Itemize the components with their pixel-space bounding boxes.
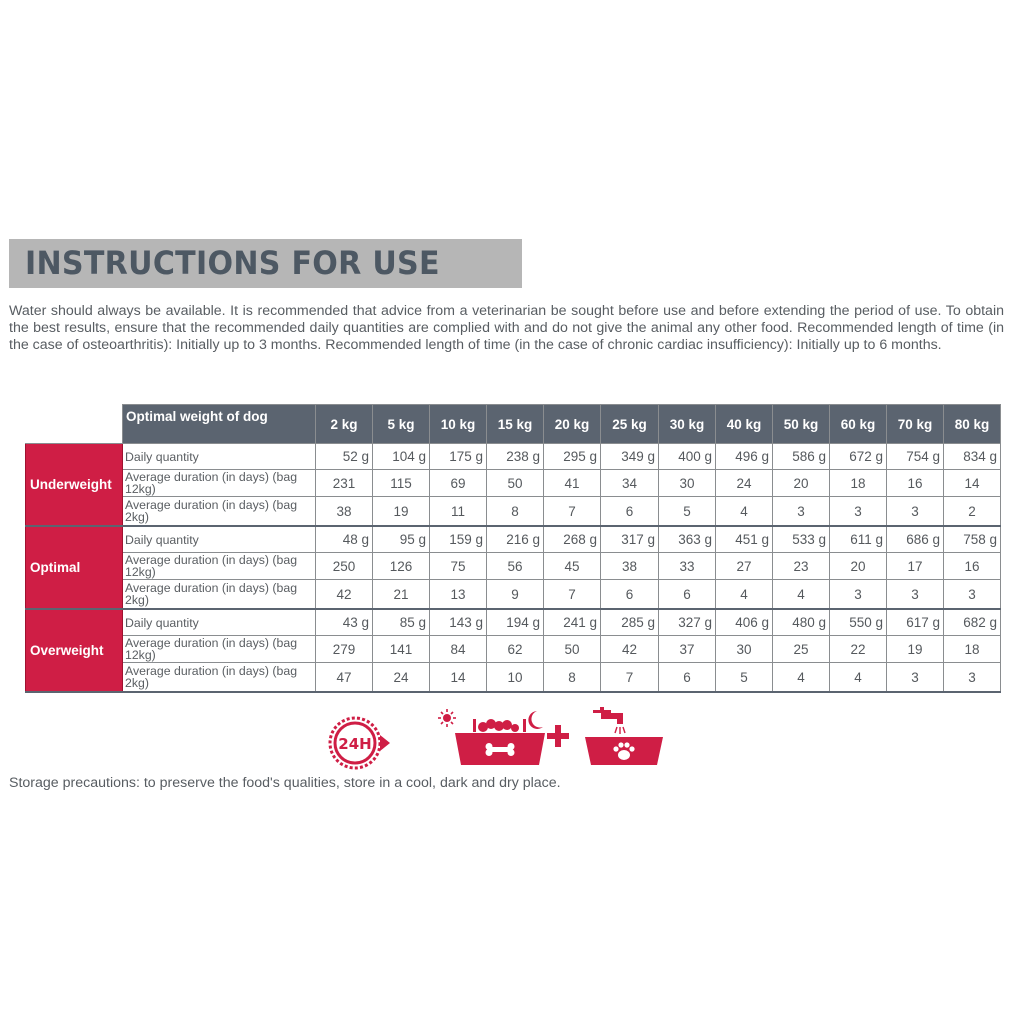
table-cell: 586 g — [773, 444, 830, 470]
table-cell: 317 g — [601, 526, 659, 553]
table-cell: 754 g — [887, 444, 944, 470]
table-row — [26, 497, 1001, 527]
table-cell: 42 — [316, 580, 373, 610]
table-cell: 18 — [944, 636, 1001, 663]
table-cell: 533 g — [773, 526, 830, 553]
table-cell: 3 — [830, 497, 887, 527]
row-label: Average duration (in days) (bag 12kg) — [123, 470, 316, 497]
group-label: Overweight — [26, 609, 123, 692]
table-row — [26, 470, 1001, 497]
row-label: Daily quantity — [123, 526, 316, 553]
clock-label: 24H — [338, 735, 372, 753]
row-label: Average duration (in days) (bag 2kg) — [123, 580, 316, 610]
table-cell: 279 — [316, 636, 373, 663]
header-weight: 70 kg — [887, 405, 944, 444]
table-cell: 268 g — [544, 526, 601, 553]
table-cell: 38 — [601, 553, 659, 580]
table-cell: 43 g — [316, 609, 373, 636]
water-bowl-tap-icon — [583, 707, 665, 769]
table-cell: 27 — [716, 553, 773, 580]
clock-24h-icon — [327, 713, 393, 773]
table-cell: 758 g — [944, 526, 1001, 553]
header-weight: 5 kg — [373, 405, 430, 444]
table-cell: 6 — [601, 580, 659, 610]
table-cell: 231 — [316, 470, 373, 497]
table-cell: 13 — [430, 580, 487, 610]
table-cell: 4 — [716, 580, 773, 610]
table-cell: 143 g — [430, 609, 487, 636]
table-cell: 18 — [830, 470, 887, 497]
table-cell: 682 g — [944, 609, 1001, 636]
table-cell: 5 — [659, 497, 716, 527]
table-cell: 84 — [430, 636, 487, 663]
table-cell: 19 — [887, 636, 944, 663]
table-cell: 3 — [944, 580, 1001, 610]
table-cell: 327 g — [659, 609, 716, 636]
title-band — [9, 239, 522, 288]
table-cell: 216 g — [487, 526, 544, 553]
table-cell: 50 — [487, 470, 544, 497]
row-label: Average duration (in days) (bag 12kg) — [123, 636, 316, 663]
table-cell: 42 — [601, 636, 659, 663]
table-cell: 41 — [544, 470, 601, 497]
table-cell: 115 — [373, 470, 430, 497]
table-cell: 24 — [373, 663, 430, 693]
table-cell: 7 — [544, 580, 601, 610]
table-cell: 2 — [944, 497, 1001, 527]
group-label: Optimal — [26, 526, 123, 609]
table-cell: 37 — [659, 636, 716, 663]
storage-precautions: Storage precautions: to preserve the food's qualities, store in a cool, dark and dry place. — [9, 775, 561, 791]
table-cell: 250 — [316, 553, 373, 580]
table-cell: 8 — [487, 497, 544, 527]
table-row — [26, 636, 1001, 663]
header-weight: 2 kg — [316, 405, 373, 444]
table-cell: 3 — [887, 580, 944, 610]
table-cell: 285 g — [601, 609, 659, 636]
plus-icon — [545, 723, 571, 749]
table-cell: 56 — [487, 553, 544, 580]
table-row — [26, 553, 1001, 580]
table-cell: 4 — [716, 497, 773, 527]
table-cell: 10 — [487, 663, 544, 693]
table-cell: 5 — [716, 663, 773, 693]
table-cell: 550 g — [830, 609, 887, 636]
icon-strip — [325, 707, 670, 773]
table-cell: 85 g — [373, 609, 430, 636]
food-bowl-day-night-icon — [433, 707, 553, 769]
table-cell: 400 g — [659, 444, 716, 470]
table-cell: 20 — [830, 553, 887, 580]
table-cell: 349 g — [601, 444, 659, 470]
table-cell: 14 — [944, 470, 1001, 497]
table-cell: 686 g — [887, 526, 944, 553]
row-label: Daily quantity — [123, 444, 316, 470]
table-cell: 241 g — [544, 609, 601, 636]
row-label: Daily quantity — [123, 609, 316, 636]
table-cell: 25 — [773, 636, 830, 663]
table-cell: 33 — [659, 553, 716, 580]
table-cell: 34 — [601, 470, 659, 497]
table-cell: 69 — [430, 470, 487, 497]
table-cell: 30 — [659, 470, 716, 497]
table-cell: 611 g — [830, 526, 887, 553]
header-weight: 40 kg — [716, 405, 773, 444]
table-cell: 4 — [830, 663, 887, 693]
page-title: INSTRUCTIONS FOR USE — [25, 244, 440, 282]
corner-cell — [26, 405, 123, 444]
table-cell: 406 g — [716, 609, 773, 636]
header-weight: 15 kg — [487, 405, 544, 444]
table-row — [26, 444, 1001, 470]
header-weight: 80 kg — [944, 405, 1001, 444]
table-cell: 30 — [716, 636, 773, 663]
table-cell: 52 g — [316, 444, 373, 470]
intro-paragraph: Water should always be available. It is recommended that advice from a veterinarian be sought before use and before extending the period of use. To obtain the best results, ensure that the recommended daily quantities are complied with and do not give the animal any other food. Recommended length of time (in the case of osteoarthritis): Initially up to 3 months. Recommended length of time (in the case of chronic cardiac insufficiency): Initially up to 6 months. — [9, 303, 1004, 353]
table-cell: 175 g — [430, 444, 487, 470]
table-cell: 45 — [544, 553, 601, 580]
table-cell: 3 — [773, 497, 830, 527]
table-cell: 238 g — [487, 444, 544, 470]
table-cell: 3 — [944, 663, 1001, 693]
table-cell: 47 — [316, 663, 373, 693]
table-cell: 126 — [373, 553, 430, 580]
header-weight: 20 kg — [544, 405, 601, 444]
header-weight: 60 kg — [830, 405, 887, 444]
table-cell: 75 — [430, 553, 487, 580]
table-cell: 295 g — [544, 444, 601, 470]
table-cell: 194 g — [487, 609, 544, 636]
table-row — [26, 609, 1001, 636]
feeding-table — [25, 404, 1001, 693]
table-row — [26, 526, 1001, 553]
table-cell: 834 g — [944, 444, 1001, 470]
header-weight-label: Optimal weight of dog — [123, 405, 316, 444]
table-cell: 23 — [773, 553, 830, 580]
table-cell: 48 g — [316, 526, 373, 553]
table-cell: 6 — [659, 663, 716, 693]
table-cell: 7 — [601, 663, 659, 693]
table-cell: 62 — [487, 636, 544, 663]
table-cell: 19 — [373, 497, 430, 527]
table-cell: 617 g — [887, 609, 944, 636]
table-cell: 6 — [601, 497, 659, 527]
table-cell: 3 — [830, 580, 887, 610]
table-cell: 451 g — [716, 526, 773, 553]
table-cell: 363 g — [659, 526, 716, 553]
header-weight: 30 kg — [659, 405, 716, 444]
group-label: Underweight — [26, 444, 123, 527]
table-cell: 4 — [773, 580, 830, 610]
table-cell: 104 g — [373, 444, 430, 470]
header-weight: 10 kg — [430, 405, 487, 444]
table-cell: 9 — [487, 580, 544, 610]
table-cell: 4 — [773, 663, 830, 693]
table-cell: 11 — [430, 497, 487, 527]
table-cell: 3 — [887, 497, 944, 527]
table-cell: 8 — [544, 663, 601, 693]
row-label: Average duration (in days) (bag 2kg) — [123, 497, 316, 527]
table-cell: 159 g — [430, 526, 487, 553]
row-label: Average duration (in days) (bag 12kg) — [123, 553, 316, 580]
table-cell: 7 — [544, 497, 601, 527]
table-cell: 50 — [544, 636, 601, 663]
table-cell: 6 — [659, 580, 716, 610]
table-cell: 496 g — [716, 444, 773, 470]
table-row — [26, 580, 1001, 610]
table-cell: 20 — [773, 470, 830, 497]
table-cell: 3 — [887, 663, 944, 693]
table-cell: 21 — [373, 580, 430, 610]
table-cell: 38 — [316, 497, 373, 527]
table-cell: 672 g — [830, 444, 887, 470]
header-weight: 50 kg — [773, 405, 830, 444]
table-cell: 17 — [887, 553, 944, 580]
table-cell: 480 g — [773, 609, 830, 636]
row-label: Average duration (in days) (bag 2kg) — [123, 663, 316, 693]
table-cell: 95 g — [373, 526, 430, 553]
header-weight: 25 kg — [601, 405, 659, 444]
table-cell: 16 — [887, 470, 944, 497]
table-cell: 24 — [716, 470, 773, 497]
table-cell: 141 — [373, 636, 430, 663]
table-cell: 14 — [430, 663, 487, 693]
table-row — [26, 663, 1001, 693]
table-cell: 22 — [830, 636, 887, 663]
table-cell: 16 — [944, 553, 1001, 580]
